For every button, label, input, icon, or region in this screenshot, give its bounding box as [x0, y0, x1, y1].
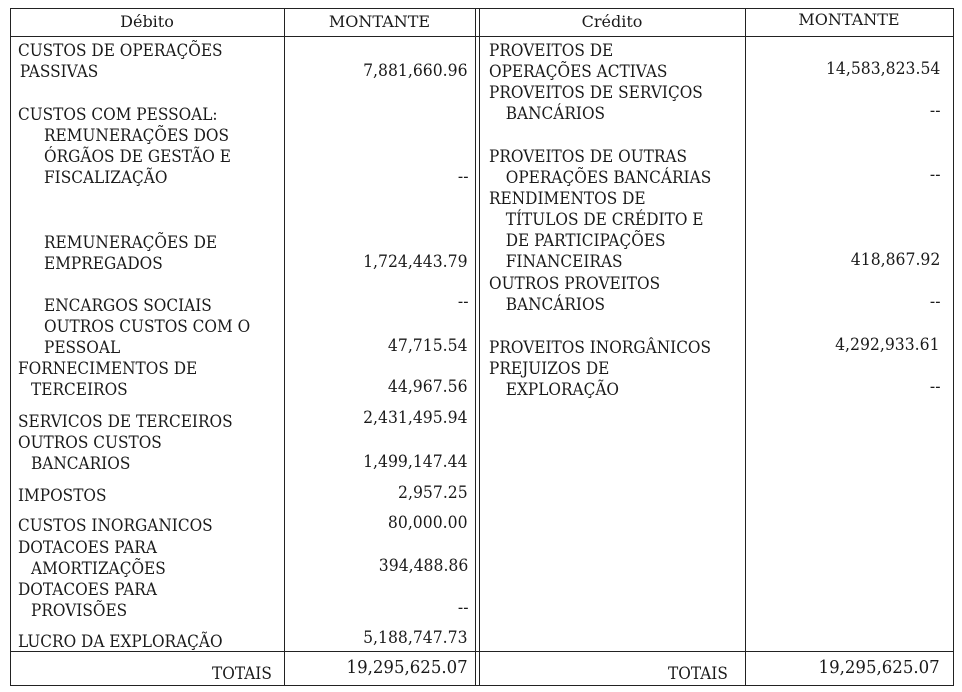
totals-label-left: TOTAIS — [212, 664, 272, 683]
credit-row-amount: 418,867.92 — [850, 250, 940, 270]
credit-row-label: PREJUIZOS DE EXPLORAÇÃO — [489, 359, 620, 399]
debit-row-label: CUSTOS INORGANICOS — [18, 516, 213, 535]
credit-row-amount: 4,292,933.61 — [835, 335, 940, 355]
debit-row-label: DOTACOES PARA AMORTIZAÇÕES — [18, 538, 166, 578]
right-border — [953, 8, 954, 686]
debit-row-label: FORNECIMENTOS DE TERCEIROS — [18, 359, 198, 399]
debit-row-amount: 1,499,147.44 — [363, 452, 468, 472]
debit-row-label: REMUNERAÇÕES DE EMPREGADOS — [44, 233, 218, 273]
header-credit: Crédito — [581, 12, 643, 31]
bottom-border — [10, 685, 954, 686]
header-debit: Débito — [120, 12, 174, 31]
debit-row-amount: 5,188,747.73 — [363, 628, 468, 648]
debit-row-label: OUTROS CUSTOS BANCARIOS — [18, 433, 162, 473]
totals-label-right: TOTAIS — [668, 664, 728, 683]
header-amount-right: MONTANTE — [798, 10, 900, 29]
credit-row-label: PROVEITOS DE SERVIÇOS BANCÁRIOS — [489, 83, 703, 123]
debit-row-label: CUSTOS DE OPERAÇÕES PASSIVAS — [18, 41, 223, 81]
debit-row-amount: -- — [457, 292, 468, 312]
debit-row-amount: 2,431,495.94 — [363, 408, 468, 428]
debit-row-amount: 7,881,660.96 — [363, 61, 468, 81]
debit-row-label: REMUNERAÇÕES DOS ÓRGÃOS DE GESTÃO E FISCALIZAÇÃO — [44, 126, 231, 187]
credit-row-amount: -- — [929, 101, 940, 121]
credit-row-label: RENDIMENTOS DE TÍTULOS DE CRÉDITO E DE PARTICIPAÇÕES FINANCEIRAS — [489, 189, 704, 271]
header-bottom-border — [10, 36, 954, 37]
debit-row-label: ENCARGOS SOCIAIS — [44, 296, 212, 315]
credit-row-amount: -- — [929, 165, 940, 185]
credit-row-amount: -- — [929, 292, 940, 312]
debit-credit-divider-1 — [475, 8, 476, 686]
debit-row-amount: 394,488.86 — [378, 556, 468, 576]
debit-row-amount: -- — [457, 598, 468, 618]
totals-amount-right: 19,295,625.07 — [818, 657, 940, 678]
debit-row-label: SERVICOS DE TERCEIROS — [18, 412, 233, 431]
debit-row-label: CUSTOS COM PESSOAL: — [18, 105, 218, 124]
debit-row-label: OUTROS CUSTOS COM O PESSOAL — [44, 317, 251, 357]
credit-row-label: PROVEITOS DE OUTRAS OPERAÇÕES BANCÁRIAS — [489, 147, 712, 187]
credit-amount-divider — [745, 8, 746, 686]
credit-row-label: PROVEITOS INORGÂNICOS — [489, 338, 712, 357]
debit-amount-divider — [284, 8, 285, 686]
debit-row-amount: 80,000.00 — [388, 513, 468, 533]
credit-row-amount: -- — [929, 377, 940, 397]
debit-row-amount: 2,957.25 — [398, 483, 468, 503]
credit-row-label: PROVEITOS DE OPERAÇÕES ACTIVAS — [489, 41, 668, 81]
debit-row-amount: 47,715.54 — [388, 336, 468, 356]
top-border — [10, 8, 954, 9]
debit-row-amount: 44,967.56 — [388, 377, 468, 397]
credit-row-label: OUTROS PROVEITOS BANCÁRIOS — [489, 274, 661, 314]
debit-row-label: LUCRO DA EXPLORAÇÃO — [18, 632, 223, 651]
left-border — [10, 8, 11, 686]
debit-row-label: IMPOSTOS — [18, 486, 107, 505]
credit-row-amount: 14,583,823.54 — [825, 59, 940, 79]
debit-row-amount: 1,724,443.79 — [363, 252, 468, 272]
debit-credit-divider-2 — [479, 8, 480, 686]
debit-row-amount: -- — [457, 167, 468, 187]
debit-row-label: DOTACOES PARA PROVISÕES — [18, 580, 157, 620]
totals-amount-left: 19,295,625.07 — [346, 657, 468, 678]
header-amount-left: MONTANTE — [328, 12, 431, 31]
